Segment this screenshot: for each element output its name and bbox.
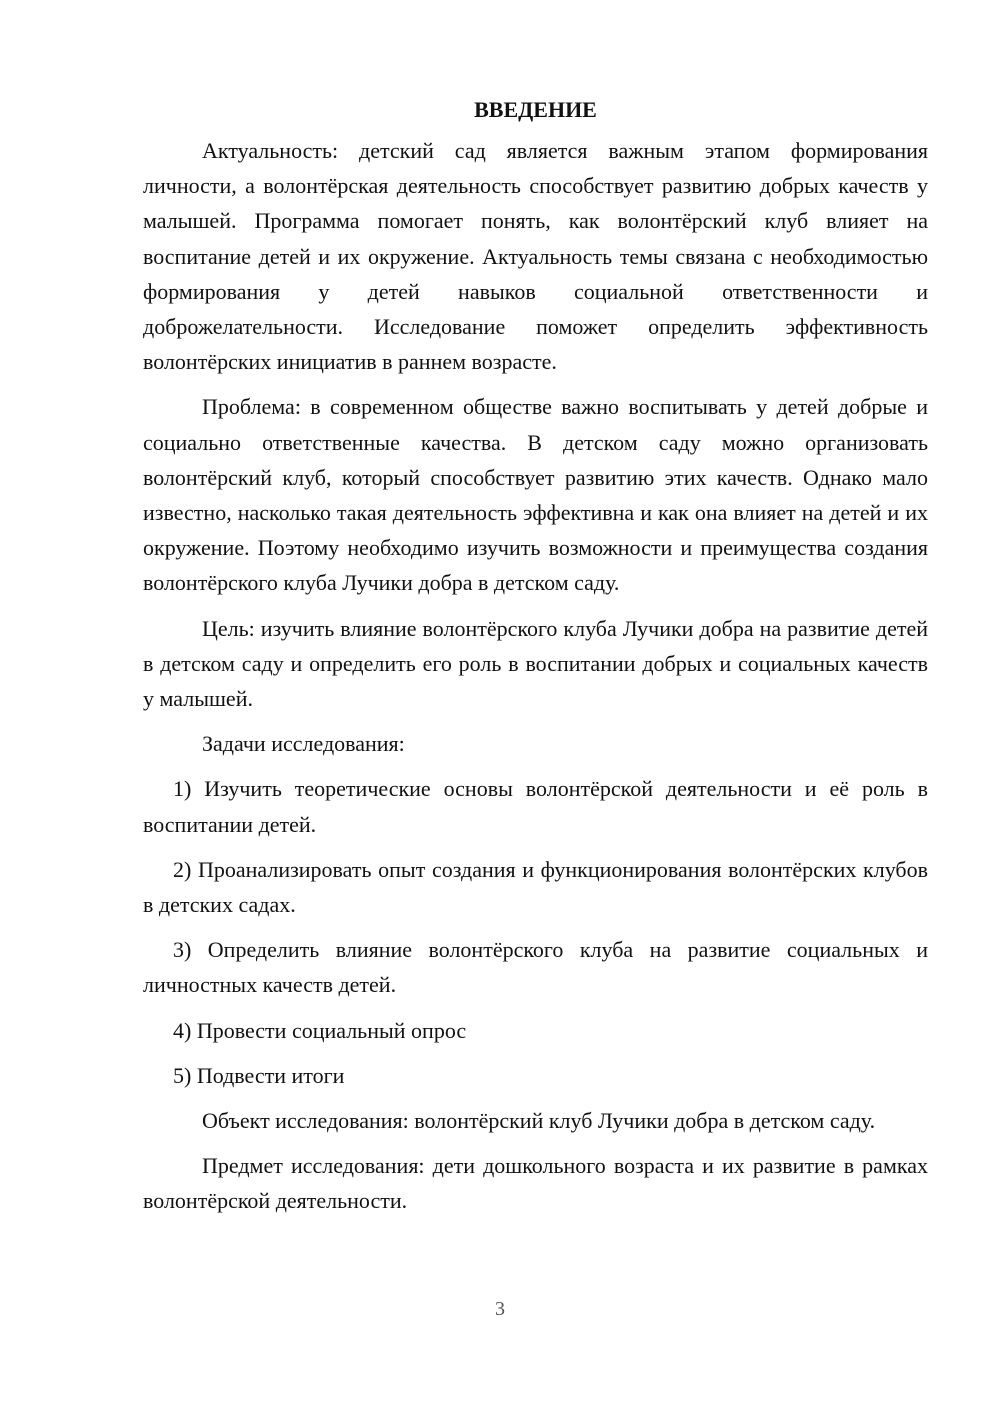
- research-subject-paragraph: Предмет исследования: дети дошкольного возраста и их развитие в рамках волонтёрской деятельности.: [143, 1153, 928, 1214]
- task-item-3: 3) Определить влияние волонтёрского клуба на развитие социальных и личностных качеств детей.: [143, 937, 928, 998]
- page-number: 3: [495, 1298, 505, 1320]
- problem-paragraph: Проблема: в современном обществе важно воспитывать у детей добрые и социально ответственные качества. В детском саду можно организовать волонтёрский клуб, который способствует развитию этих качеств. Однако мало известно, насколько такая деятельность эффективна и как она влияет на детей и их окружение. Поэтому необходимо изучить возможности и преимущества создания волонтёрского клуба Лучики добра в детском саду.: [143, 394, 928, 596]
- section-heading: ВВЕДЕНИЕ: [474, 97, 597, 122]
- relevance-paragraph: Актуальность: детский сад является важным этапом формирования личности, а волонтёрская деятельность способствует развитию добрых качеств у малышей. Программа помогает понять, как волонтёрский клуб влияет на воспитание детей и их окружение. Актуальность темы связана с необходимостью формирования у детей навыков социальной ответственности и доброжелательности. Исследование поможет определить эффективность волонтёрских инициатив в раннем возрасте.: [143, 138, 928, 375]
- tasks-heading: Задачи исследования:: [202, 731, 405, 757]
- document-page: [143, 92, 928, 1229]
- task-item-4: 4) Провести социальный опрос: [173, 1017, 467, 1043]
- task-item-1: 1) Изучить теоретические основы волонтёрской деятельности и её роль в воспитании детей.: [143, 776, 928, 837]
- task-item-2: 2) Проанализировать опыт создания и функционирования волонтёрских клубов в детских садах.: [143, 856, 928, 918]
- task-item-5: 5) Подвести итоги: [173, 1062, 345, 1088]
- goal-paragraph: Цель: изучить влияние волонтёрского клуба Лучики добра на развитие детей в детском саду и определить его роль в воспитании добрых и социальных качеств у малышей.: [143, 615, 928, 712]
- research-object-paragraph: Объект исследования: волонтёрский клуб Лучики добра в детском саду.: [202, 1108, 876, 1134]
